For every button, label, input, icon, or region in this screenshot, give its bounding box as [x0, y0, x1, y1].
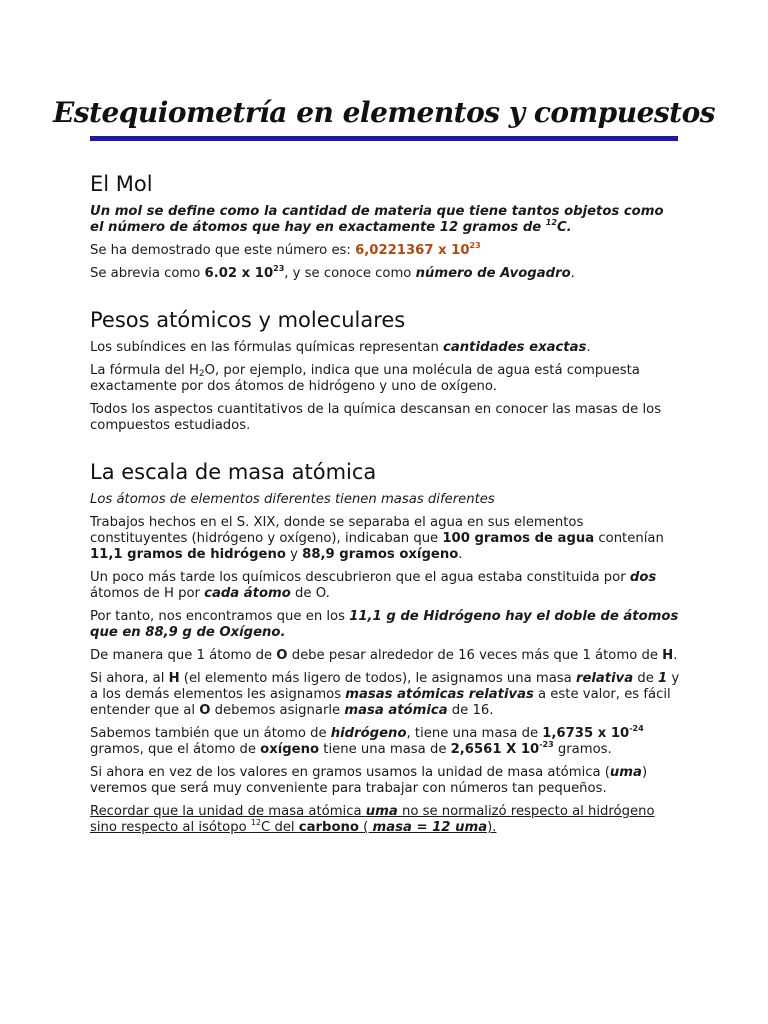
emphasis-run: dos: [629, 570, 657, 585]
mol-definition: [90, 204, 680, 236]
text-run: Los subíndices en las fórmulas químicas representan: [90, 340, 444, 355]
text-run: de 16.: [447, 703, 494, 718]
section-heading-escala: La escala de masa atómica: [90, 460, 377, 484]
superscript: 12: [545, 218, 557, 227]
emphasis-run: uma: [365, 804, 398, 819]
superscript: 23: [273, 264, 285, 273]
text-run: , tiene una masa de: [406, 726, 543, 741]
text-run: Por tanto, nos encontramos que en los: [90, 609, 350, 624]
escala-subtitle: Los átomos de elementos diferentes tienen masas diferentes: [90, 492, 495, 507]
text-run: no se normalizó respecto al hidrógeno sino respecto al isótopo: [90, 804, 655, 835]
text-run: 2,6561 X 10: [450, 742, 540, 757]
text-run: 1,6735 x 10: [542, 726, 630, 741]
escala-paragraph-4: [90, 648, 680, 664]
superscript: 12: [250, 818, 262, 827]
superscript: -24: [629, 724, 644, 733]
text-run: .: [586, 340, 591, 355]
text-run: debe pesar alrededor de 16 veces más que 1 átomo de: [287, 648, 663, 663]
emphasis-run: uma: [609, 765, 642, 780]
pesos-paragraph-2: [90, 363, 680, 395]
escala-paragraph-6: [90, 726, 680, 758]
text-run: .: [570, 266, 575, 281]
emphasis-run: 1: [658, 671, 668, 686]
text-run: C del: [261, 820, 299, 835]
escala-paragraph-3: [90, 609, 680, 641]
text-run: 6.02 x 10: [204, 266, 274, 281]
text-run: (: [358, 820, 373, 835]
bold-run: [205, 266, 285, 281]
bold-run: carbono: [298, 820, 359, 835]
text-run: O, por ejemplo, indica que una molécula de agua está compuesta exactamente por dos átomos de hidrógeno y uno de oxígeno.: [90, 363, 640, 394]
bold-run: H: [168, 671, 180, 686]
text-run: Si ahora en vez de los valores en gramos usamos la unidad de masa atómica (: [90, 765, 610, 780]
section-heading-pesos: Pesos atómicos y moleculares: [90, 308, 406, 332]
emphasis-run: hidrógeno: [330, 726, 407, 741]
text-run: átomos de H por: [90, 586, 205, 601]
text-run: ).: [487, 820, 497, 835]
text-run: de O.: [290, 586, 330, 601]
escala-paragraph-8: [90, 804, 680, 836]
mol-definition-end: C.: [556, 220, 572, 235]
escala-paragraph-2: [90, 570, 680, 602]
text-run: Si ahora, al: [90, 671, 169, 686]
avogadro-value: [355, 243, 481, 258]
subscript: 2: [198, 369, 205, 379]
pesos-paragraph-1: [90, 340, 680, 356]
emphasis-run: cada átomo: [204, 586, 291, 601]
avogadro-abbrev-paragraph: [90, 266, 680, 282]
bold-run: O: [199, 703, 211, 718]
emphasis-run: cantidades exactas: [443, 340, 587, 355]
bold-run: O: [276, 648, 288, 663]
text-run: Un poco más tarde los químicos descubrieron que el agua estaba constituida por: [90, 570, 630, 585]
bold-run: [451, 742, 554, 757]
text-run: 6,0221367 x 10: [355, 243, 470, 258]
bold-run: 11,1 gramos de hidrógeno: [90, 547, 286, 562]
mol-definition-text: Un mol se define como la cantidad de materia que tiene tantos objetos como el número de átomos que hay en exactamente 12 gramos de: [90, 204, 664, 235]
page-title: Estequiometría en elementos y compuestos: [52, 96, 716, 129]
text-run: .: [458, 547, 463, 562]
pesos-paragraph-3: Todos los aspectos cuantitativos de la química descansan en conocer las masas de los compuestos estudiados.: [90, 402, 662, 433]
text-run: gramos.: [553, 742, 612, 757]
text-run: Se ha demostrado que este número es:: [90, 243, 356, 258]
escala-paragraph-1: [90, 515, 680, 563]
text-run: y a los demás elementos les asignamos: [90, 671, 680, 702]
bold-run: 88,9 gramos oxígeno: [302, 547, 459, 562]
superscript: -23: [539, 740, 554, 749]
emphasis-run: relativa: [575, 671, 634, 686]
title-divider: [90, 136, 678, 141]
text-run: de: [633, 671, 658, 686]
text-run: ) veremos que será muy conveniente para trabajar con números tan pequeños.: [90, 765, 648, 796]
emphasis-run: número de Avogadro: [415, 266, 571, 281]
emphasis-run: masas atómicas relativas: [345, 687, 534, 702]
text-run: .: [673, 648, 678, 663]
section-heading-mol: El Mol: [90, 172, 153, 196]
emphasis-run: masa atómica: [344, 703, 448, 718]
text-run: Sabemos también que un átomo de: [90, 726, 331, 741]
text-run: De manera que 1 átomo de: [90, 648, 277, 663]
text-run: La fórmula del H: [90, 363, 199, 378]
avogadro-value-paragraph: [90, 243, 680, 259]
bold-run: oxígeno: [260, 742, 320, 757]
text-run: Recordar que la unidad de masa atómica: [90, 804, 366, 819]
escala-paragraph-7: [90, 765, 680, 797]
text-run: contenían: [594, 531, 664, 546]
superscript: 23: [469, 241, 481, 250]
text-run: , y se conoce como: [284, 266, 416, 281]
document-body: [90, 172, 680, 843]
text-run: tiene una masa de: [319, 742, 451, 757]
escala-paragraph-5: [90, 671, 680, 719]
text-run: debemos asignarle: [210, 703, 345, 718]
text-run: a este valor, es fácil entender que al: [90, 687, 671, 718]
text-run: gramos, que el átomo de: [90, 742, 261, 757]
bold-run: 100 gramos de agua: [442, 531, 595, 546]
bold-run: H: [662, 648, 674, 663]
text-run: (el elemento más ligero de todos), le asignamos una masa: [179, 671, 576, 686]
bold-run: [542, 726, 643, 741]
emphasis-run: 11,1 g de Hidrógeno hay el doble de átomos que en 88,9 g de Oxígeno.: [90, 609, 679, 640]
text-run: Trabajos hechos en el S. XIX, donde se separaba el agua en sus elementos constituyentes (hidrógeno y oxígeno), indicaban que: [90, 515, 584, 546]
emphasis-run: masa = 12 uma: [372, 820, 488, 835]
text-run: y: [285, 547, 303, 562]
text-run: Se abrevia como: [90, 266, 205, 281]
